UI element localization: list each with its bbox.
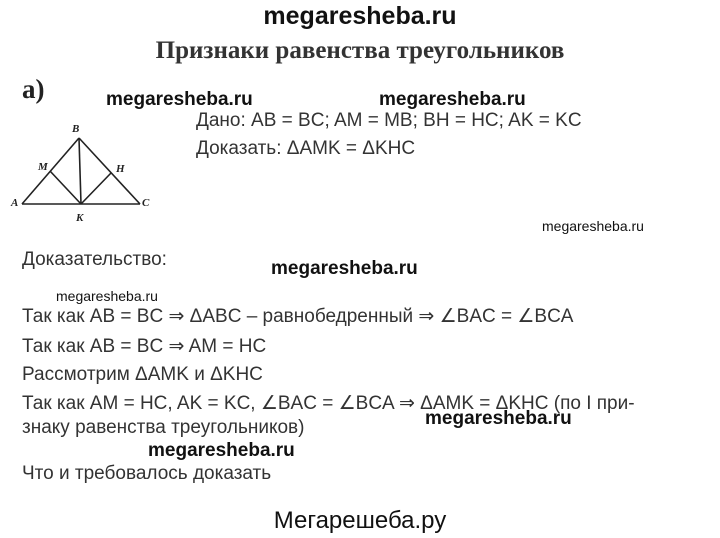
given-line: Дано: AB = BC; AM = MB; BH = HC; AK = KC: [196, 110, 582, 131]
part-label: а): [22, 74, 45, 104]
watermark: megaresheba.ru: [148, 440, 295, 461]
proof-line-4: Так как AM = HC, AK = KC, ∠BAC = ∠BCA ⇒ ΔAMK = ΔKHC (по I при-: [22, 393, 635, 414]
watermark: megaresheba.ru: [542, 218, 644, 234]
segment-bk: [79, 138, 81, 204]
watermark: megaresheba.ru: [379, 89, 526, 110]
proof-line-1: Так как AB = BC ⇒ ΔABC – равнобедренный ⇒ ∠BAC = ∠BCA: [22, 306, 574, 327]
site-footer: Мегарешеба.ру: [273, 507, 447, 534]
proof-line-6: Что и требовалось доказать: [22, 463, 272, 484]
side-bc: [79, 138, 140, 204]
watermark: megaresheba.ru: [56, 288, 158, 304]
site-header: megaresheba.ru: [263, 2, 457, 30]
point-h-label: H: [116, 163, 125, 175]
segment-mk: [50, 171, 81, 204]
prove-line: Доказать: ΔAMK = ΔKHC: [196, 138, 416, 159]
page-title: Признаки равенства треугольников: [155, 37, 565, 64]
proof-line-2: Так как AB = BC ⇒ AM = HC: [22, 336, 267, 357]
watermark: megaresheba.ru: [106, 89, 253, 110]
proof-line-5: знаку равенства треугольников): [22, 417, 305, 438]
point-m-label: M: [38, 161, 48, 173]
point-k-label: K: [76, 212, 84, 224]
vertex-c-label: C: [142, 197, 150, 209]
segment-hk: [81, 173, 111, 204]
proof-line-3: Рассмотрим ΔAMK и ΔKHC: [22, 364, 263, 385]
proof-heading: Доказательство:: [22, 249, 167, 270]
vertex-a-label: A: [11, 197, 19, 209]
triangle-figure: [10, 118, 160, 228]
watermark: megaresheba.ru: [271, 258, 418, 279]
watermark: megaresheba.ru: [425, 408, 572, 429]
vertex-b-label: B: [72, 123, 80, 135]
